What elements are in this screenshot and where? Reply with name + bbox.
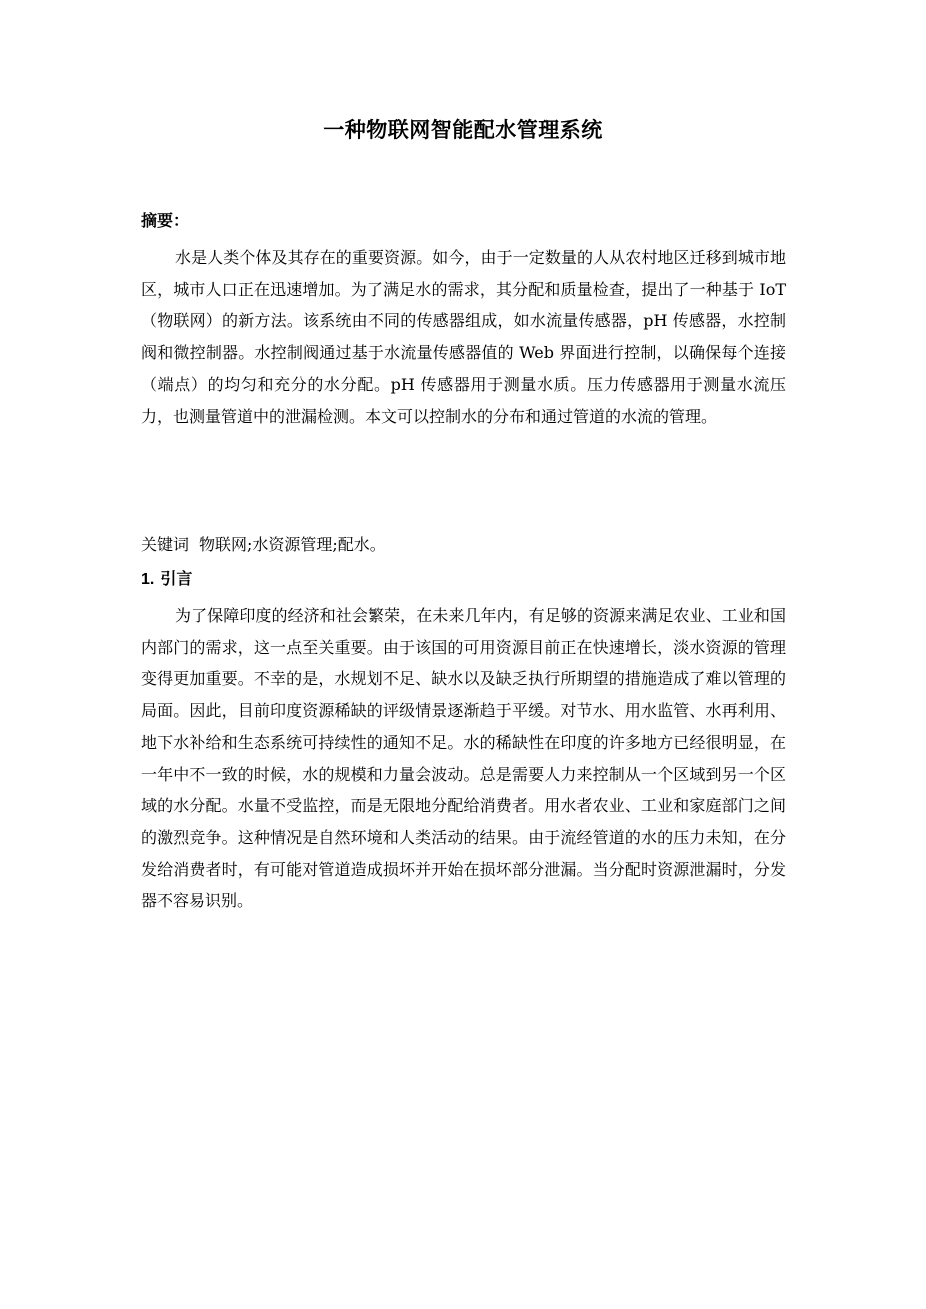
keywords-line — [141, 532, 386, 558]
section-title: 引言 — [160, 569, 193, 588]
abstract-heading: 摘要： — [141, 211, 190, 230]
keywords-value: 物联网;水资源管理;配水。 — [199, 535, 386, 554]
introduction-body: 为了保障印度的经济和社会繁荣，在未来几年内，有足够的资源来满足农业、工业和国内部门的需求，这一点至关重要。由于该国的可用资源目前正在快速增长，淡水资源的管理变得更加重要。不幸的是，水规划不足、缺水以及缺乏执行所期望的措施造成了难以管理的局面。因此，目前印度资源稀缺的评级情景逐渐趋于平缓。对节水、用水监管、水再利用、地下水补给和生态系统可持续性的通知不足。水的稀缺性在印度的许多地方已经很明显，在一年中不一致的时候，水的规模和力量会波动。总是需要人力来控制从一个区域到另一个区域的水分配。水量不受监控，而是无限地分配给消费者。用水者农业、工业和家庭部门之间的激烈竞争。这种情况是自然环境和人类活动的结果。由于流经管道的水的压力未知，在分发给消费者时，有可能对管道造成损坏并开始在损坏部分泄漏。当分配时资源泄漏时，分发器不容易识别。 — [141, 606, 786, 911]
keywords-label: 关键词 — [141, 535, 190, 554]
section-heading-introduction — [141, 566, 192, 593]
abstract-body: 水是人类个体及其存在的重要资源。如今，由于一定数量的人从农村地区迁移到城市地区，城市人口正在迅速增加。为了满足水的需求，其分配和质量检查，提出了一种基于 IoT（物联网）的新方法。该系统由不同的传感器组成，如水流量传感器，pH 传感器，水控制阀和微控制器。水控制阀通过基于水流量传感器值的 Web 界面进行控制，以确保每个连接（端点）的均匀和充分的水分配。pH 传感器用于测量水质。压力传感器用于测量水流压力，也测量管道中的泄漏检测。本文可以控制水的分布和通过管道的水流的管理。 — [141, 248, 786, 426]
paper-title: 一种物联网智能配水管理系统 — [323, 117, 603, 142]
section-number: 1. — [141, 571, 155, 588]
